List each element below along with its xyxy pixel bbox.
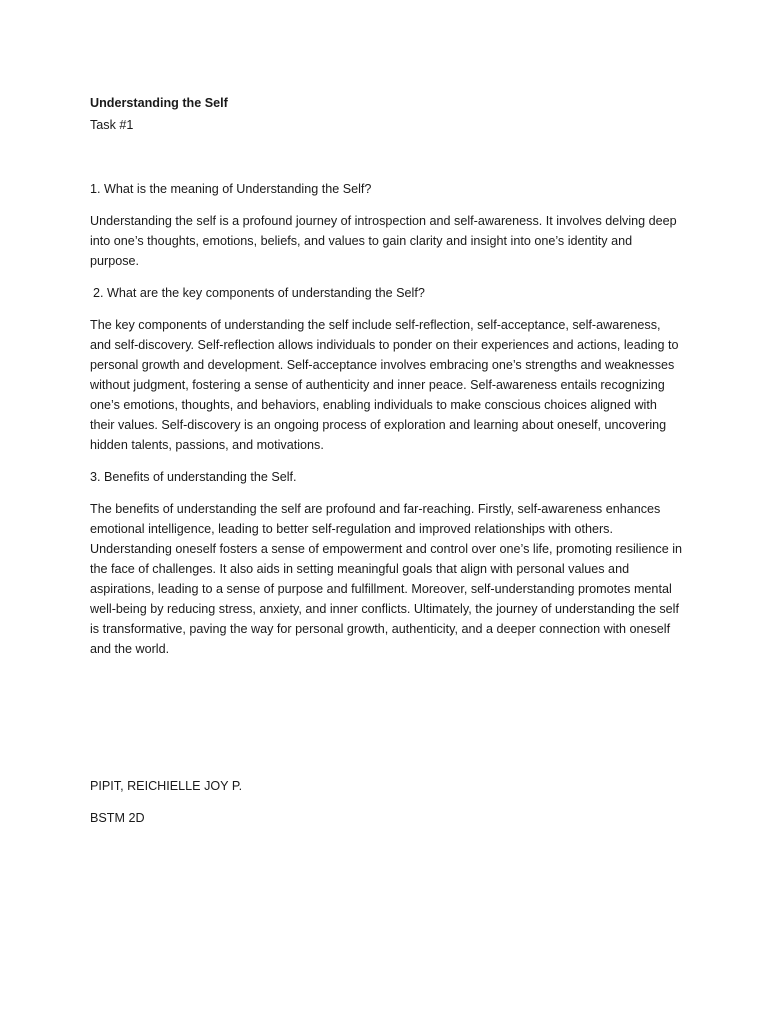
question-2: 2. What are the key components of understanding the Self? xyxy=(93,286,425,300)
class-section: BSTM 2D xyxy=(90,811,145,825)
document-body xyxy=(90,93,682,659)
answer-3: The benefits of understanding the self are profound and far-reaching. Firstly, self-awareness enhances emotional intelligence, leading to better self-regulation and improved relationships with others. Understanding oneself fosters a sense of empowerment and control over one’s life, promoting resilience in the face of challenges. It also aids in setting meaningful goals that align with personal values and aspirations, leading to a sense of purpose and fulfillment. Moreover, self-understanding promotes mental well-being by reducing stress, anxiety, and inner conflicts. Ultimately, the journey of understanding the self is transformative, paving the way for personal growth, authenticity, and a deeper connection with oneself and the world. xyxy=(90,502,682,656)
document-title: Understanding the Self xyxy=(90,96,228,110)
author-name: PIPIT, REICHIELLE JOY P. xyxy=(90,779,243,793)
answer-2: The key components of understanding the self include self-reflection, self-acceptance, self-awareness, and self-discovery. Self-reflection allows individuals to ponder on their experiences and actions, leading to personal growth and development. Self-acceptance involves embracing one’s strengths and weaknesses without judgment, fostering a sense of authenticity and inner peace. Self-awareness entails recognizing one’s emotions, thoughts, and behaviors, enabling individuals to make conscious choices aligned with their values. Self-discovery is an ongoing process of exploration and learning about oneself, uncovering hidden talents, passions, and motivations. xyxy=(90,318,679,452)
question-3: 3. Benefits of understanding the Self. xyxy=(90,470,297,484)
answer-1: Understanding the self is a profound journey of introspection and self-awareness. It involves delving deep into one’s thoughts, emotions, beliefs, and values to gain clarity and insight into one’s identity and purpose. xyxy=(90,214,677,268)
task-label: Task #1 xyxy=(90,118,134,132)
question-1: 1. What is the meaning of Understanding the Self? xyxy=(90,182,372,196)
